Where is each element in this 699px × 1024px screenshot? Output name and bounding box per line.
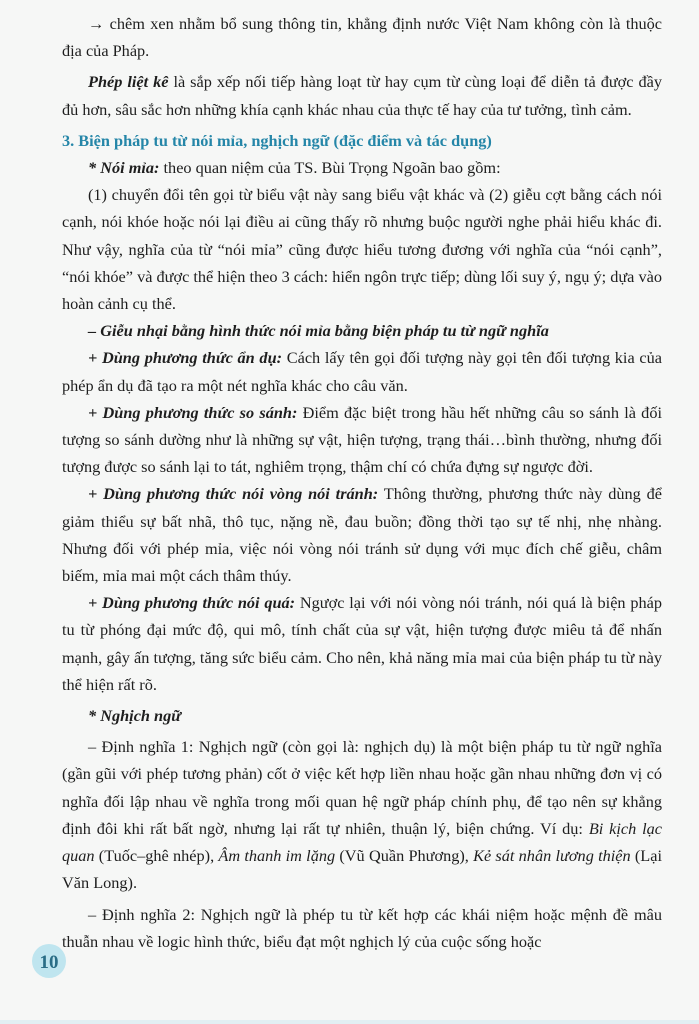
- euphemism-text: Thông thường, phương thức này dùng để giảm thiểu sự bất nhã, thô tục, nặng nề, đau buồn; đồng thời tạo sự tế nhị, nhẹ nhàng. Nhưng đối với phép mỉa, việc nói vòng nói tránh sử dụng với mục đích chế giễu, châm biếm, mỉa mai một cách thâm thúy.: [62, 484, 662, 586]
- example-1-author: (Tuốc–ghê nhép),: [94, 846, 219, 866]
- comparison-text: Điểm đặc biệt trong hầu hết những câu so sánh là đối tượng so sánh dường như là những sự vật, hiện tượng, trạng thái…bình thường, nhưng đối tượng được so sánh lại to tát, nghiêm trọng, thậm chí có chứa đựng sự ngược đời.: [62, 402, 662, 477]
- term-hyperbole: + Dùng phương thức nói quá:: [88, 593, 296, 613]
- term-euphemism: + Dùng phương thức nói vòng nói tránh:: [88, 484, 379, 504]
- paragraph-metaphor: [62, 344, 662, 398]
- example-2-author: (Vũ Quần Phương),: [335, 846, 474, 866]
- def1-text: – Định nghĩa 1: Nghịch ngữ (còn gọi là: nghịch dụ) là một biện pháp tu từ ngữ nghĩa (gần gũi với phép tương phản) cốt ở việc kết hợp liền nhau hoặc gần nhau những đơn vị có nghĩa đối lập nhau về nghĩa trong mối quan hệ ngữ pháp chính phụ, để tạo nên sự khẳng định đôi khi rất bất ngờ, nhưng lại rất tự nhiên, thuận lý, biện chứng. Ví dụ:: [62, 737, 662, 838]
- term-enumeration: Phép liệt kê: [88, 72, 169, 92]
- subheading-parody: [62, 317, 662, 344]
- section-heading: 3. Biện pháp tu từ nói mỉa, nghịch ngữ (đặc điểm và tác dụng): [62, 130, 492, 150]
- page-number-badge: [24, 940, 74, 990]
- enumeration-definition: là sắp xếp nối tiếp hàng loạt từ hay cụm từ cùng loại để diễn tả được đầy đủ hơn, sâu sắc hơn những khía cạnh khác nhau của thực tế hay của tư tưởng, tình cảm.: [62, 72, 663, 119]
- example-1: Bi kịch lạc quan: [62, 818, 662, 866]
- paragraph-conclusion: → chêm xen nhằm bổ sung thông tin, khẳng định nước Việt Nam không còn là thuộc địa của Pháp.: [62, 14, 662, 61]
- paragraph-hyperbole: [62, 589, 662, 698]
- parody-subheading-text: – Giễu nhại bằng hình thức nói mỉa bằng biện pháp tu từ ngữ nghĩa: [88, 321, 549, 341]
- term-irony: * Nói mỉa:: [88, 158, 160, 178]
- page-number: 10: [39, 952, 59, 973]
- example-3-author: (Lại Văn Long).: [62, 846, 662, 893]
- oxymoron-subheading-text: * Nghịch ngữ: [88, 706, 181, 726]
- subheading-oxymoron: [62, 702, 662, 729]
- hyperbole-text: Ngược lại với nói vòng nói tránh, nói quá là biện pháp tu từ phóng đại mức độ, qui mô, tính chất của sự vật, hiện tượng được miêu tả để nhấn mạnh, gây ấn tượng, tăng sức biểu cảm. Cho nên, khả năng mỉa mai của biện pháp tu từ này thể hiện rất rõ.: [62, 593, 662, 694]
- paragraph-oxymoron-def2: – Định nghĩa 2: Nghịch ngữ là phép tu từ kết hợp các khái niệm hoặc mệnh đề mâu thuẫn nhau về logic hình thức, biểu đạt một nghịch lý của cuộc sống hoặc: [62, 904, 662, 951]
- paragraph-enumeration: [62, 68, 662, 122]
- example-2: Âm thanh im lặng: [218, 846, 336, 866]
- bottom-border: [0, 1020, 699, 1024]
- irony-intro-text: theo quan niệm của TS. Bùi Trọng Ngoãn bao gồm:: [159, 158, 501, 178]
- paragraph-irony-definition: (1) chuyển đổi tên gọi từ biểu vật này sang biểu vật khác và (2) giễu cợt bằng cách nói cạnh, nói khóe hoặc nói lại điều ai cũng thấy rõ nhưng buộc người nghe phải hiểu khác đi. Như vậy, nghĩa của từ “nói mỉa” cũng được hiểu tương đương với nghĩa của “nói cạnh”, “nói khóe” và được thể hiện theo 3 cách: hiển ngôn trực tiếp; dùng lối suy ý, ngụ ý; dựa vào hoàn cảnh cụ thể.: [62, 185, 662, 314]
- metaphor-text: Cách lấy tên gọi đối tượng này gọi tên đối tượng kia của phép ẩn dụ đã tạo ra một nét nghĩa khác cho câu văn.: [62, 348, 662, 395]
- paragraph-oxymoron-def1: [62, 733, 662, 896]
- example-3: Kẻ sát nhân lương thiện: [473, 846, 631, 866]
- paragraph-comparison: [62, 399, 662, 481]
- term-metaphor: + Dùng phương thức ẩn dụ:: [88, 348, 283, 368]
- paragraph-euphemism: [62, 480, 662, 589]
- paragraph-irony-intro: [62, 154, 662, 181]
- page-content: [62, 10, 662, 955]
- term-comparison: + Dùng phương thức so sánh:: [88, 402, 298, 422]
